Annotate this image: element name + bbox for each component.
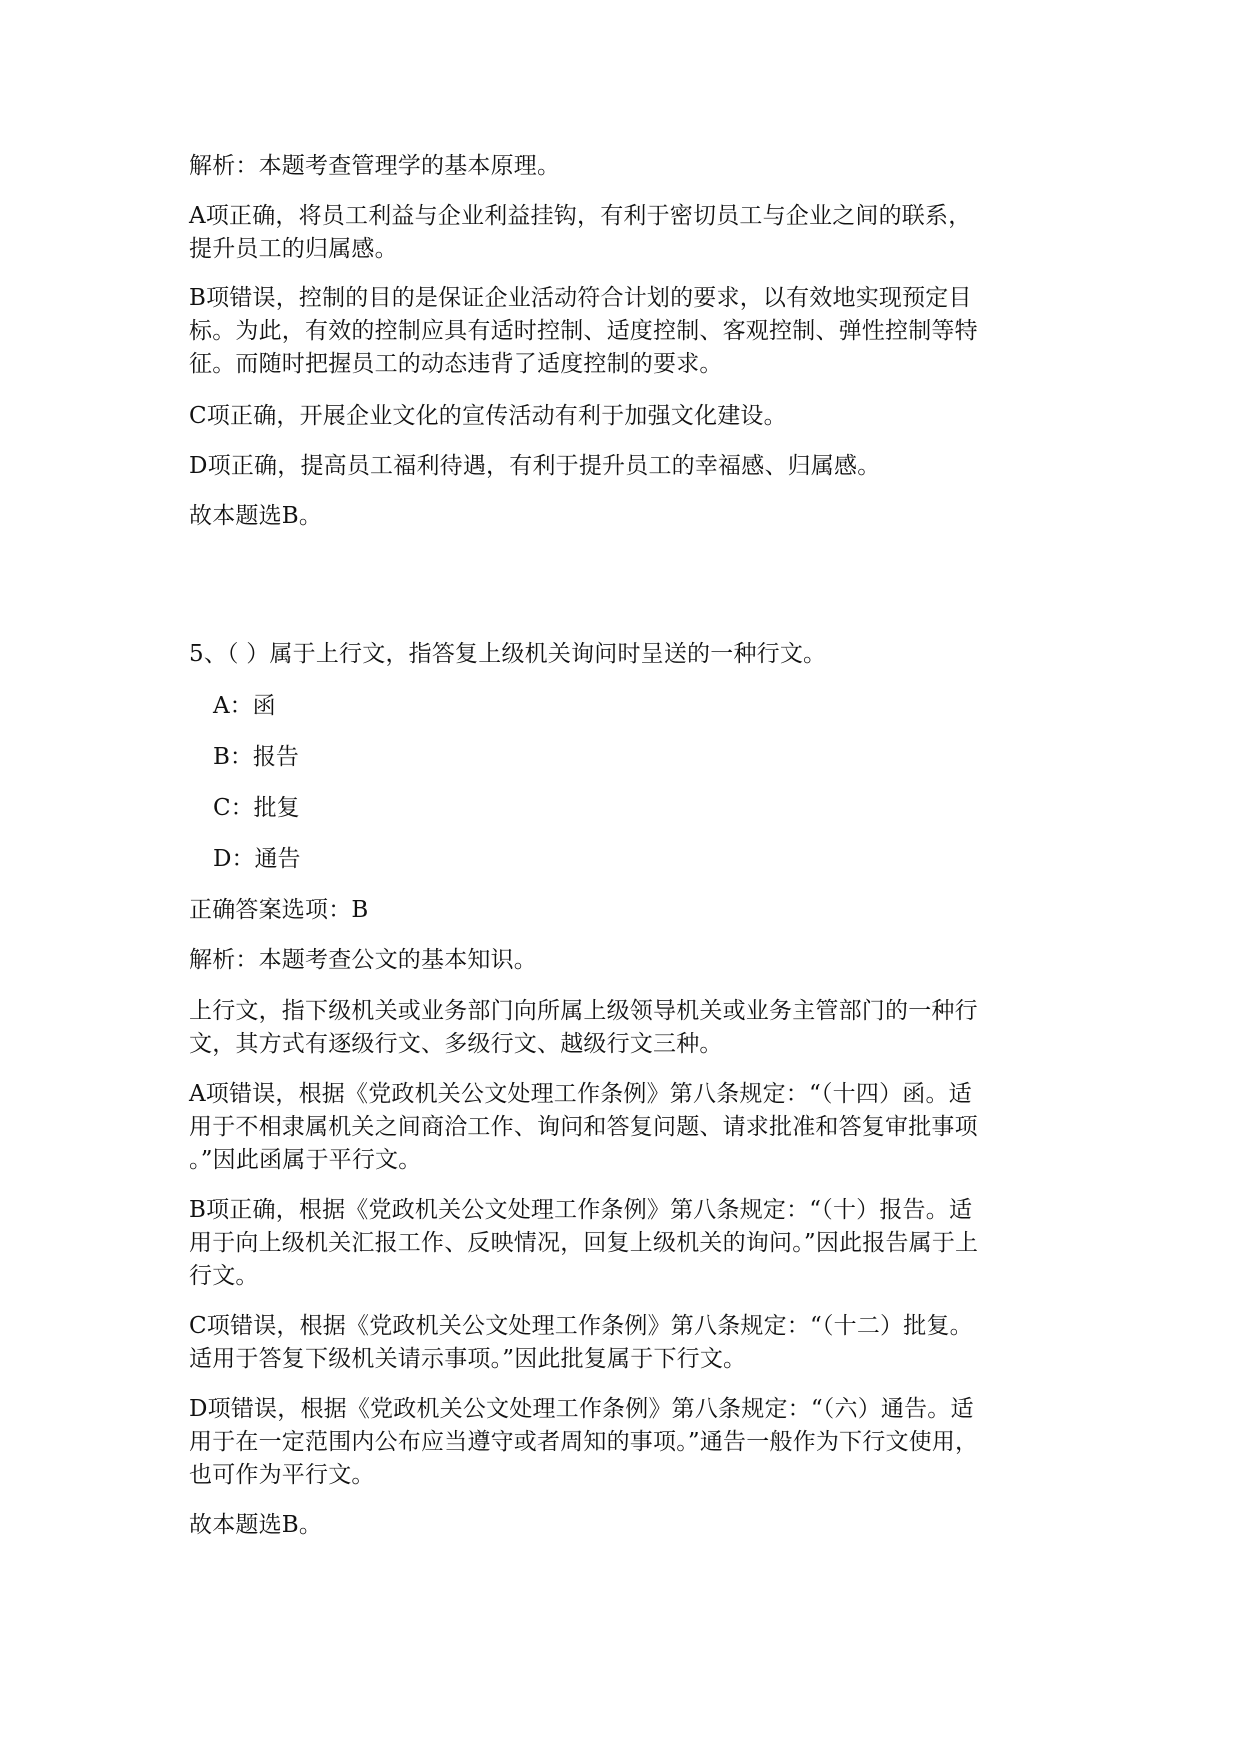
option-b-explanation-1: B项错误，控制的目的是保证企业活动符合计划的要求，以有效地实现预定目 标。为此，有效的控制应具有适时控制、适度控制、客观控制、弹性控制等特 征。而随时把握员工的动态违背了适度控制的要求。	[189, 285, 978, 377]
option-c-explanation-2: C项错误，根据《党政机关公文处理工作条例》第八条规定：“（十二）批复。 适用于答复下级机关请示事项。”因此批复属于下行文。	[189, 1313, 973, 1372]
analysis-paragraph-2: 解析：本题考查公文的基本知识。	[189, 947, 537, 973]
option-b-explanation-2: B项正确，根据《党政机关公文处理工作条例》第八条规定：“（十）报告。适 用于向上级机关汇报工作、反映情况，回复上级机关的询问。”因此报告属于上 行文。	[189, 1197, 979, 1289]
upward-document-definition: 上行文，指下级机关或业务部门向所属上级领导机关或业务主管部门的一种行 文，其方式有逐级行文、多级行文、越级行文三种。	[189, 998, 978, 1057]
option-d-explanation-2: D项错误，根据《党政机关公文处理工作条例》第八条规定：“（六）通告。适 用于在一定范围内公布应当遵守或者周知的事项。”通告一般作为下行文使用， 也可作为平行文。	[189, 1396, 979, 1488]
option-c-explanation-1: C项正确，开展企业文化的宣传活动有利于加强文化建设。	[189, 403, 787, 429]
analysis-paragraph-1: 解析：本题考查管理学的基本原理。	[189, 153, 561, 179]
option-d-explanation-1: D项正确，提高员工福利待遇，有利于提升员工的幸福感、归属感。	[189, 453, 881, 479]
question-5-stem: 5、（ ）属于上行文，指答复上级机关询问时呈送的一种行文。	[189, 641, 827, 667]
conclusion-1: 故本题选B。	[189, 503, 323, 529]
question-5-option-a: A：函	[213, 693, 276, 719]
option-a-explanation-1: A项正确，将员工利益与企业利益挂钩，有利于密切员工与企业之间的联系， 提升员工的归属感。	[189, 203, 972, 262]
question-5-option-c: C：批复	[213, 795, 300, 821]
option-a-explanation-2: A项错误，根据《党政机关公文处理工作条例》第八条规定：“（十四）函。适 用于不相隶属机关之间商洽工作、询问和答复问题、请求批准和答复审批事项 。”因此函属于平行文。	[189, 1081, 978, 1173]
question-5-option-d: D：通告	[213, 846, 301, 872]
conclusion-2: 故本题选B。	[189, 1512, 323, 1538]
correct-answer: 正确答案选项：B	[189, 897, 369, 923]
question-5-option-b: B：报告	[213, 744, 299, 770]
